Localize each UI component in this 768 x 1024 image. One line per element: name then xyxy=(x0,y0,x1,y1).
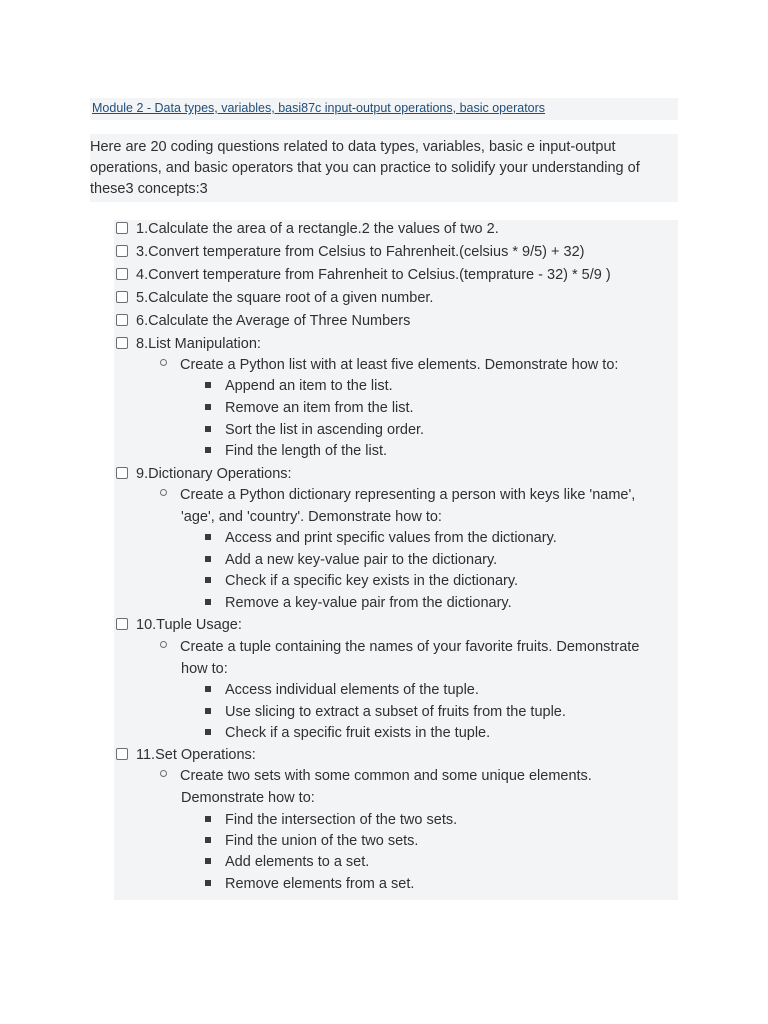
sub-text-q9-line2: 'age', and 'country'. Demonstrate how to: xyxy=(181,509,442,525)
square-bullet-icon xyxy=(205,837,211,843)
checkbox-q1[interactable] xyxy=(116,222,128,234)
checklist-item-q3 xyxy=(114,242,585,263)
module-title-link[interactable]: Module 2 - Data types, variables, basi87c input-output operations, basic operators xyxy=(92,101,546,115)
bullet-text: Check if a specific fruit exists in the tuple. xyxy=(225,725,491,741)
square-bullet-icon xyxy=(205,534,211,540)
bullet-text: Remove elements from a set. xyxy=(225,876,415,892)
checklist-item-q5 xyxy=(114,288,433,309)
item-text-q11: 11.Set Operations: xyxy=(136,747,256,763)
sub-text-q8: Create a Python list with at least five elements. Demonstrate how to: xyxy=(180,357,619,373)
checkbox-q11[interactable] xyxy=(116,748,128,760)
checkbox-q5[interactable] xyxy=(116,291,128,303)
bullet-text: Access individual elements of the tuple. xyxy=(225,682,479,698)
checklist-item-q11 xyxy=(114,745,256,766)
checklist-item-q4 xyxy=(114,265,611,286)
circle-bullet-icon xyxy=(160,489,167,496)
square-bullet-icon xyxy=(205,577,211,583)
bullet-item xyxy=(203,831,418,852)
item-text-q3: 3.Convert temperature from Celsius to Fahrenheit.(celsius * 9/5) + 32) xyxy=(136,244,585,260)
checklist-item-q6 xyxy=(114,311,410,332)
bullet-text: Find the length of the list. xyxy=(225,443,388,459)
item-text-q8: 8.List Manipulation: xyxy=(136,336,261,352)
item-text-q5: 5.Calculate the square root of a given number. xyxy=(136,290,434,306)
bullet-item xyxy=(203,702,566,723)
bullet-item xyxy=(203,398,414,419)
bullet-text: Find the intersection of the two sets. xyxy=(225,812,458,828)
square-bullet-icon xyxy=(205,816,211,822)
bullet-text: Remove an item from the list. xyxy=(225,400,414,416)
bullet-text: Sort the list in ascending order. xyxy=(225,422,425,438)
checklist-item-q8 xyxy=(114,334,261,355)
bullet-item xyxy=(203,420,424,441)
square-bullet-icon xyxy=(205,858,211,864)
checkbox-q8[interactable] xyxy=(116,337,128,349)
square-bullet-icon xyxy=(205,599,211,605)
square-bullet-icon xyxy=(205,404,211,410)
bullet-item xyxy=(203,441,387,462)
bullet-item xyxy=(203,376,393,397)
bullet-text: Check if a specific key exists in the dictionary. xyxy=(225,573,519,589)
bullet-text: Use slicing to extract a subset of fruits from the tuple. xyxy=(225,704,566,720)
sub-text-q10-line1: Create a tuple containing the names of your favorite fruits. Demonstrate xyxy=(180,639,640,655)
bullet-item xyxy=(203,852,369,873)
circle-bullet-icon xyxy=(160,359,167,366)
sub-text-q11-line1: Create two sets with some common and some unique elements. xyxy=(180,768,592,784)
square-bullet-icon xyxy=(205,708,211,714)
checkbox-q10[interactable] xyxy=(116,618,128,630)
intro-paragraph xyxy=(90,134,678,202)
square-bullet-icon xyxy=(205,447,211,453)
item-text-q9: 9.Dictionary Operations: xyxy=(136,466,292,482)
bullet-item xyxy=(203,550,497,571)
item-text-q10: 10.Tuple Usage: xyxy=(136,617,242,633)
checkbox-q6[interactable] xyxy=(116,314,128,326)
sub-text-q11-line2: Demonstrate how to: xyxy=(181,790,315,806)
sub-item-q9 xyxy=(158,485,635,506)
item-text-q6: 6.Calculate the Average of Three Numbers xyxy=(136,313,411,329)
square-bullet-icon xyxy=(205,729,211,735)
bullet-item xyxy=(203,723,490,744)
bullet-text: Find the union of the two sets. xyxy=(225,833,419,849)
intro-line-2: operations, and basic operators that you can practice to solidify your understanding of xyxy=(90,160,640,176)
bullet-item xyxy=(203,874,414,895)
checklist-item-q9 xyxy=(114,464,292,485)
checklist-item-q1 xyxy=(114,219,499,240)
bullet-item xyxy=(203,810,457,831)
bullet-text: Access and print specific values from the dictionary. xyxy=(225,530,557,546)
sub-item-q10 xyxy=(158,637,639,658)
intro-line-1: Here are 20 coding questions related to data types, variables, basic e input-output xyxy=(90,139,616,155)
circle-bullet-icon xyxy=(160,641,167,648)
bullet-item xyxy=(203,528,557,549)
item-text-q4: 4.Convert temperature from Fahrenheit to Celsius.(temprature - 32) * 5/9 ) xyxy=(136,267,611,283)
bullet-item xyxy=(203,680,479,701)
square-bullet-icon xyxy=(205,880,211,886)
item-text-q1: 1.Calculate the area of a rectangle.2 the values of two 2. xyxy=(136,221,499,237)
circle-bullet-icon xyxy=(160,770,167,777)
square-bullet-icon xyxy=(205,382,211,388)
sub-item-q8 xyxy=(158,355,618,376)
square-bullet-icon xyxy=(205,556,211,562)
bullet-text: Add elements to a set. xyxy=(225,854,370,870)
intro-line-3: these3 concepts:3 xyxy=(90,181,208,197)
square-bullet-icon xyxy=(205,426,211,432)
bullet-item xyxy=(203,593,512,614)
sub-text-q9-line1: Create a Python dictionary representing a person with keys like 'name', xyxy=(180,487,636,503)
checkbox-q9[interactable] xyxy=(116,467,128,479)
bullet-text: Add a new key-value pair to the dictionary. xyxy=(225,552,498,568)
sub-item-q11 xyxy=(158,766,592,787)
sub-text-q10-line2: how to: xyxy=(181,661,228,677)
bullet-text: Remove a key-value pair from the dictionary. xyxy=(225,595,512,611)
checkbox-q4[interactable] xyxy=(116,268,128,280)
bullet-item xyxy=(203,571,518,592)
checklist-item-q10 xyxy=(114,615,242,636)
square-bullet-icon xyxy=(205,686,211,692)
bullet-text: Append an item to the list. xyxy=(225,378,393,394)
checkbox-q3[interactable] xyxy=(116,245,128,257)
